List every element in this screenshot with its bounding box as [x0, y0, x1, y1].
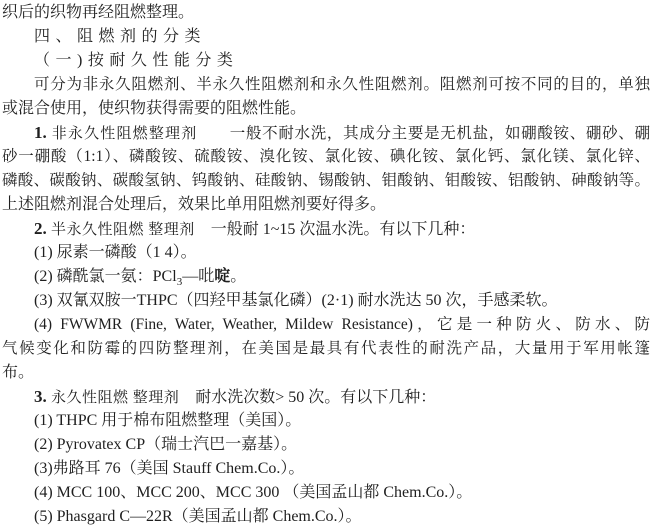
- text-run-subhead: 非永久性阻燃整理剂: [46, 126, 198, 142]
- text-run-num: 1.: [34, 123, 47, 142]
- text-line: [2, 457, 650, 481]
- text-run: 织后的织物再经阻燃整理。: [2, 4, 195, 21]
- text-run: 一般耐 1~15 次温水洗。有以下几种：: [194, 221, 476, 238]
- text-line: [2, 289, 650, 313]
- text-run-num: 2.: [34, 219, 47, 238]
- text-line: [2, 409, 650, 433]
- text-run-num: 3.: [34, 387, 47, 406]
- text-run: (4) FWWMR (Fine, Water, Weather, Mildew Resistance)，它是一种防火、防水、防: [34, 316, 650, 333]
- text-run: (2) Pyrovatex CP（瑞士汽巴一嘉基）。: [34, 436, 298, 453]
- text-line: [2, 97, 650, 121]
- text-run: (3)弗路耳 76（美国 Stauff Chem.Co.）。: [34, 460, 305, 477]
- text-run: (1) THPC 用于棉布阻燃整理（美国）。: [34, 412, 302, 429]
- text-run: 磷酸、碳酸钠、碳酸氢钠、钨酸钠、硅酸钠、锡酸钠、钼酸钠、钼酸铵、铝酸钠、砷酸钠等。: [2, 172, 650, 189]
- text-run: (1) 尿素一磷酸（1 4）。: [34, 244, 197, 261]
- text-line: [2, 481, 650, 505]
- text-run: 耐水洗次数> 50 次。有以下几种：: [179, 389, 437, 406]
- text-run: 布。: [2, 364, 35, 381]
- text-run: 或混合使用，使织物获得需要的阻燃性能。: [2, 100, 307, 117]
- text-run: (5) Phasgard C—22R（美国孟山都 Chem.Co.）。: [34, 508, 362, 525]
- text-line: [2, 313, 650, 337]
- text-run: 。: [230, 268, 247, 285]
- text-run: 可分为非永久阻燃剂、半永久性阻燃剂和永久性阻燃剂。阻燃剂可按不同的目的，单独: [34, 76, 650, 93]
- text-line: [2, 433, 650, 457]
- text-run-head: （一)按耐久性能分类: [34, 52, 239, 69]
- text-line: [2, 265, 650, 289]
- text-line: [2, 25, 650, 49]
- text-line: [2, 505, 650, 528]
- text-run: 砂一硼酸（1:1）、磷酸铵、硫酸铵、溴化铵、氯化铵、碘化铵、氯化钙、氯化镁、氯化锌、: [2, 148, 650, 165]
- text-run: 上述阻燃剂混合处理后，效果比单用阻燃剂要好得多。: [2, 196, 387, 213]
- text-line: [2, 169, 650, 193]
- text-line: [2, 385, 650, 409]
- text-run-bold: 啶: [214, 268, 231, 285]
- text-line: [2, 121, 650, 145]
- text-run: (3) 双氰双胺一THPC（四羟甲基氯化磷）(2·1) 耐水洗达 50 次，手感柔软。: [34, 292, 558, 309]
- text-run-head: 四、阻燃剂的分类: [34, 28, 207, 45]
- text-line: [2, 193, 650, 217]
- text-run-sub: 3: [176, 276, 183, 289]
- text-run-subhead: 永久性阻燃 整理剂: [46, 390, 180, 406]
- text-line: [2, 241, 650, 265]
- text-run-subhead: 半永久性阻燃 整理剂: [46, 222, 195, 238]
- text-line: [2, 361, 650, 385]
- text-line: [2, 49, 650, 73]
- text-line: [2, 145, 650, 169]
- text-line: [2, 337, 650, 361]
- text-run: (2) 磷酰氯一氨：PCl: [34, 268, 177, 285]
- text-line: [2, 217, 650, 241]
- text-run: —吡: [182, 268, 215, 285]
- text-line: [2, 73, 650, 97]
- text-run: 气候变化和防霉的四防整理剂，在美国是最具有代表性的耐洗产品，大量用于军用帐篷: [2, 340, 650, 357]
- text-line: [2, 1, 650, 25]
- text-run: 一般不耐水洗，其成分主要是无机盐，如硼酸铵、硼砂、硼: [197, 125, 650, 142]
- text-run: (4) MCC 100、MCC 200、MCC 300 （美国孟山都 Chem.Co.）。: [34, 484, 473, 501]
